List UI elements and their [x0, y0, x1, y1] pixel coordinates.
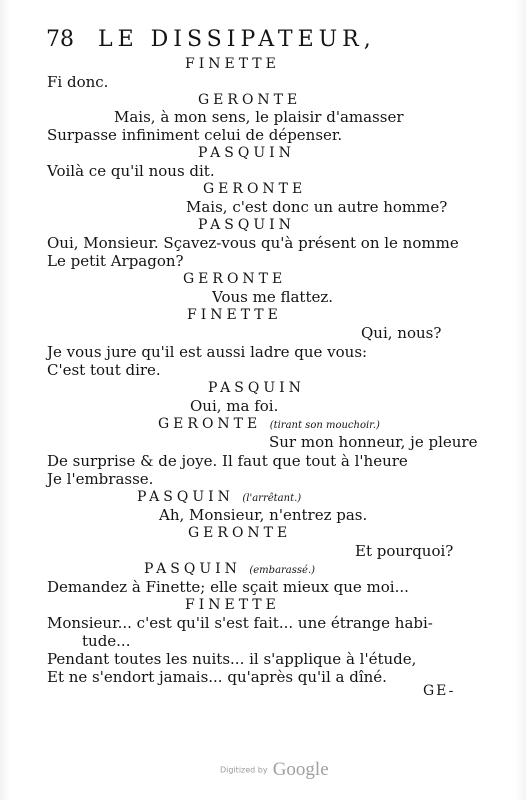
- catchword: GE-: [423, 683, 456, 699]
- verse-line: tude...: [82, 632, 131, 650]
- page-number: 78: [46, 27, 74, 52]
- speaker-name: GERONTE: [198, 92, 302, 108]
- speaker-name: [144, 560, 315, 580]
- speaker-name: GERONTE: [203, 181, 307, 197]
- verse-line: C'est tout dire.: [47, 361, 161, 379]
- verse-line: Voilà ce qu'il nous dit.: [47, 162, 215, 180]
- verse-line: Qui, nous?: [361, 324, 442, 342]
- speaker-label: GERONTE: [158, 416, 262, 432]
- running-title: LE DISSIPATEUR,: [98, 27, 376, 52]
- speaker-label: PASQUIN: [137, 489, 234, 505]
- stage-direction: (l'arrêtant.): [242, 493, 302, 504]
- verse-line: De surprise & de joye. Il faut que tout à l'heure: [47, 452, 408, 470]
- verse-line: Mais, à mon sens, le plaisir d'amasser: [114, 108, 404, 126]
- watermark-prefix: Digitized by: [220, 765, 268, 775]
- verse-line: Vous me flattez.: [212, 288, 334, 306]
- speaker-label: PASQUIN: [144, 561, 241, 577]
- digitized-by-google-watermark: [220, 759, 329, 781]
- verse-line: Je vous jure qu'il est aussi ladre que vous:: [47, 343, 368, 361]
- speaker-name: PASQUIN: [208, 380, 305, 396]
- verse-line: Pendant toutes les nuits... il s'applique à l'étude,: [47, 650, 417, 668]
- speaker-name: PASQUIN: [198, 145, 295, 161]
- speaker-name: GERONTE: [183, 271, 287, 287]
- speaker-name: PASQUIN: [198, 217, 295, 233]
- stage-direction: (tirant son mouchoir.): [269, 420, 380, 431]
- speaker-name: FINETTE: [185, 56, 280, 72]
- verse-line: Oui, Monsieur. Sçavez-vous qu'à présent on le nomme: [47, 234, 459, 252]
- verse-line: Oui, ma foi.: [190, 397, 279, 415]
- google-logo: Google: [272, 759, 329, 780]
- verse-line: Monsieur... c'est qu'il s'est fait... une étrange habi-: [47, 614, 433, 632]
- verse-line: Le petit Arpagon?: [47, 252, 184, 270]
- speaker-name: [158, 415, 380, 435]
- speaker-name: GERONTE: [188, 525, 292, 541]
- verse-line: Sur mon honneur, je pleure: [269, 433, 478, 451]
- verse-line: Ah, Monsieur, n'entrez pas.: [159, 506, 368, 524]
- verse-line: Mais, c'est donc un autre homme?: [186, 198, 448, 216]
- verse-line: Et ne s'endort jamais... qu'après qu'il a dîné.: [47, 668, 387, 686]
- verse-line: Fi donc.: [47, 73, 109, 91]
- verse-line: Demandez à Finette; elle sçait mieux que moi...: [47, 578, 409, 596]
- verse-line: Et pourquoi?: [355, 542, 454, 560]
- stage-direction: (embarassé.): [249, 565, 316, 576]
- speaker-name: [137, 488, 301, 508]
- speaker-name: FINETTE: [185, 597, 280, 613]
- verse-line: Je l'embrasse.: [47, 470, 154, 488]
- speaker-name: FINETTE: [187, 307, 282, 323]
- verse-line: Surpasse infiniment celui de dépenser.: [47, 126, 343, 144]
